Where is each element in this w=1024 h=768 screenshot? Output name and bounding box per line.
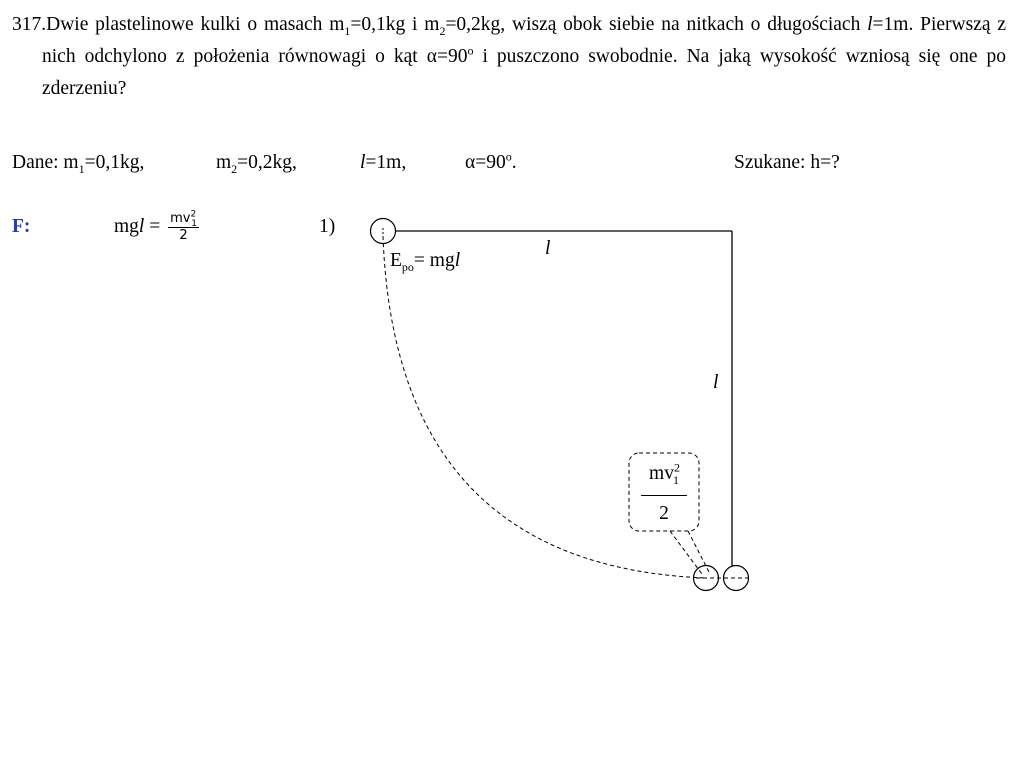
string-length-label-top — [545, 237, 550, 261]
given-m2-prefix: m — [216, 152, 232, 173]
problem-l-symbol: l — [867, 14, 873, 35]
kinetic-fraction-bar — [641, 495, 687, 496]
string-label-top-text: l — [545, 238, 551, 259]
equation-num-mv: mv — [170, 211, 191, 227]
problem-m2-sub: 2 — [439, 23, 446, 38]
given-alpha-value: =90 — [475, 152, 506, 173]
epo-eq: = mg — [413, 250, 455, 271]
problem-text-3: =0,2kg, wiszą obok siebie na nitkach o długościach — [445, 14, 868, 35]
equation-equals: = — [144, 216, 166, 237]
kinetic-denominator: 2 — [659, 503, 669, 524]
equation-num-sup: 2 — [190, 209, 197, 220]
problem-number: 317. — [12, 14, 47, 35]
kinetic-num-sup: 2 — [673, 460, 680, 475]
kinetic-numerator — [629, 460, 699, 487]
equation-num-sub: 1 — [191, 218, 197, 229]
kinetic-num-sub: 1 — [672, 472, 679, 487]
callout-pointer-left — [670, 531, 702, 574]
given-m1-value: =0,1kg, — [84, 152, 145, 173]
problem-text-1: Dwie plastelinowe kulki o masach m — [46, 14, 345, 35]
epo-sub: po — [401, 259, 414, 274]
formula-label: F: — [12, 216, 31, 237]
epo-l: l — [454, 250, 461, 271]
problem-text-2: =0,1kg i m — [350, 14, 440, 35]
given-l-value: =1m, — [365, 152, 407, 173]
problem-m1-sub: 1 — [344, 23, 351, 38]
given-alpha-end: . — [511, 152, 517, 173]
sought-value: Szukane: h=? — [734, 152, 840, 173]
problem-alpha: α — [426, 46, 437, 67]
given-m2-value: =0,2kg, — [237, 152, 297, 173]
given-degree: o — [505, 149, 512, 164]
given-alpha: α — [465, 152, 476, 173]
step-number: 1) — [319, 216, 336, 237]
problem-text-4: =1m. Pierwszą z nich odchylono z położenia równowagi o kąt — [42, 14, 1006, 67]
equation-denominator: 2 — [179, 228, 188, 244]
problem-degree: o — [467, 43, 474, 58]
given-m2-sub: 2 — [231, 161, 238, 176]
kinetic-energy-fraction — [629, 453, 699, 531]
epo-E: E — [390, 250, 402, 271]
problem-text-6: i puszczono swobodnie. Na jaką wysokość wzniosą się one po zderzeniu? — [42, 46, 1006, 99]
string-label-right-text: l — [713, 372, 719, 393]
potential-energy-label — [390, 249, 460, 273]
problem-text-5: =90 — [436, 46, 468, 67]
equation-mg: mg — [114, 216, 139, 237]
equation-l: l — [138, 216, 145, 237]
given-m1-sub: 1 — [78, 161, 85, 176]
string-length-label-right — [713, 371, 718, 395]
given-dane-prefix: Dane: m — [12, 152, 79, 173]
given-l-symbol: l — [360, 152, 366, 173]
kinetic-num-mv: mv — [649, 463, 674, 484]
